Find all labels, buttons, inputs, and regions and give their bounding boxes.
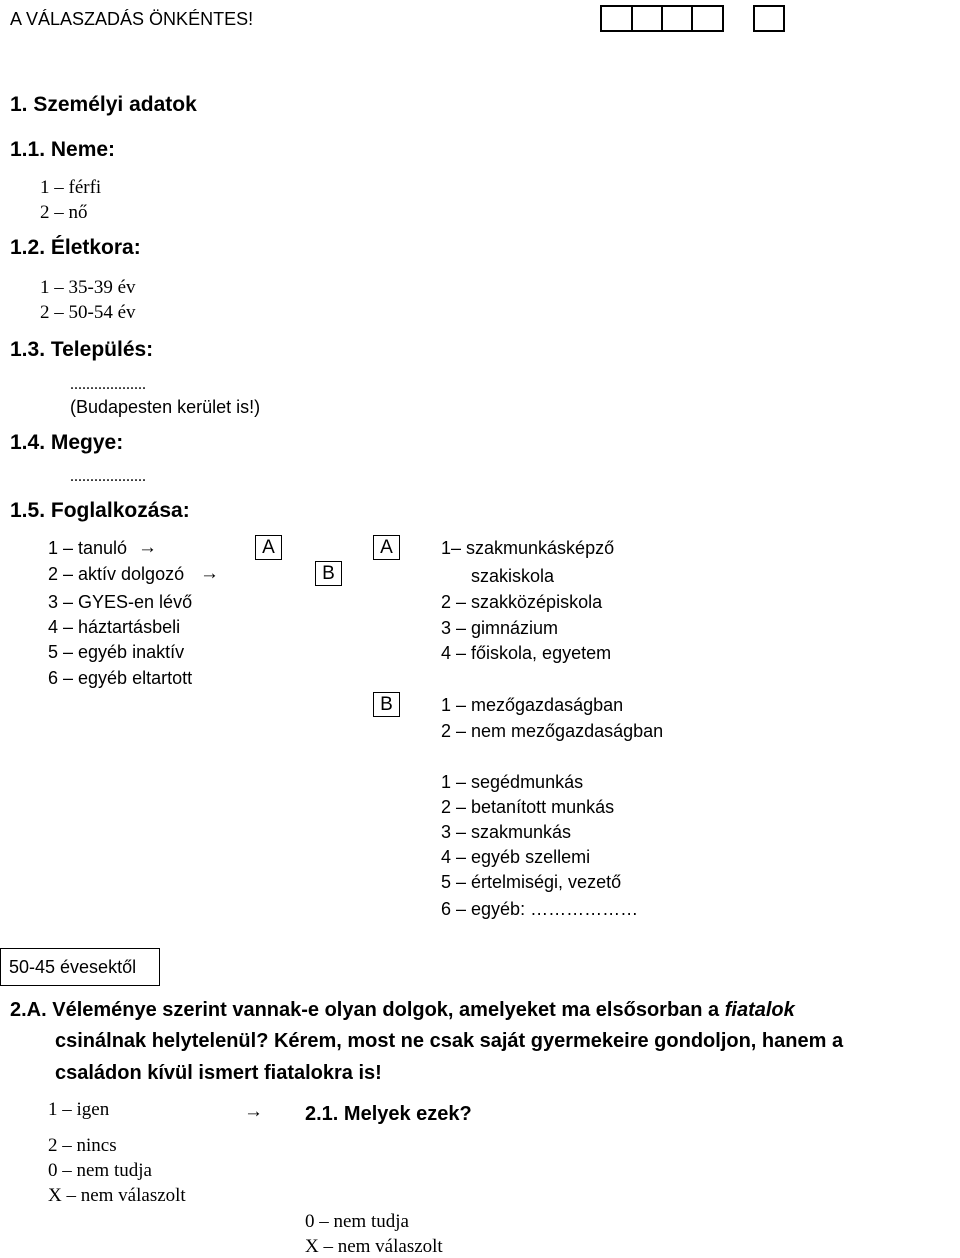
answer-option-3[interactable]: 0 – nem tudja [48, 1160, 152, 1181]
sector-option-2[interactable]: 2 – nem mezőgazdaságban [441, 721, 664, 741]
arrow-icon: → [200, 563, 219, 584]
respondent-id-boxes[interactable] [600, 5, 724, 32]
answer-option-2[interactable]: 2 – nincs [48, 1135, 117, 1156]
section1-title: 1. Személyi adatok [10, 93, 197, 116]
age-group-box [0, 948, 160, 986]
arrow-icon: → [138, 537, 157, 558]
occupation-option-4[interactable]: 4 – háztartásbeli [48, 617, 181, 637]
county-title: 1.4. Megye: [10, 431, 124, 454]
occupation-title: 1.5. Foglalkozása: [10, 499, 190, 522]
school-type-3[interactable]: 3 – gimnázium [441, 618, 559, 638]
school-type-1[interactable]: 1– szakmunkásképző [441, 538, 615, 558]
job-type-2[interactable]: 2 – betanított munkás [441, 797, 615, 817]
question-2a-line2: csinálnak helytelenül? Kérem, most ne csak saját gyermekeire gondoljon, hanem a [55, 1030, 844, 1052]
gender-option-2[interactable]: 2 – nő [40, 202, 88, 223]
voluntary-notice: A VÁLASZADÁS ÖNKÉNTES! [10, 9, 254, 29]
age-title: 1.2. Életkora: [10, 236, 141, 259]
age-option-1[interactable]: 1 – 35-39 év [40, 277, 136, 298]
sector-option-1[interactable]: 1 – mezőgazdaságban [441, 695, 624, 715]
county-field[interactable]: ................... [70, 468, 146, 485]
box-b-right: B [373, 692, 400, 717]
followup-title: 2.1. Melyek ezek? [305, 1103, 472, 1125]
question-2a-line1: 2.A. Véleménye szerint vannak-e olyan dolgok, amelyeket ma elsősorban a fiatalok [10, 999, 795, 1021]
job-type-5[interactable]: 5 – értelmiségi, vezető [441, 872, 622, 892]
job-type-4[interactable]: 4 – egyéb szellemi [441, 847, 591, 867]
question-2a-italic: fiatalok [724, 999, 795, 1021]
occupation-option-2[interactable]: 2 – aktív dolgozó [48, 564, 185, 584]
code-box[interactable] [753, 5, 785, 32]
age-group-label: 50-45 évesektől [9, 957, 137, 977]
box-a-left: A [255, 535, 282, 560]
school-type-1b: szakiskola [471, 566, 555, 586]
school-type-2[interactable]: 2 – szakközépiskola [441, 592, 603, 612]
answer-option-1[interactable]: 1 – igen [48, 1099, 110, 1120]
occupation-option-6[interactable]: 6 – egyéb eltartott [48, 668, 193, 688]
gender-option-1[interactable]: 1 – férfi [40, 177, 102, 198]
job-type-1[interactable]: 1 – segédmunkás [441, 772, 584, 792]
arrow-icon: → [244, 1101, 263, 1122]
age-option-2[interactable]: 2 – 50-54 év [40, 302, 136, 323]
settlement-note: (Budapesten kerület is!) [70, 397, 261, 417]
box-a-right: A [373, 535, 400, 560]
job-type-3[interactable]: 3 – szakmunkás [441, 822, 572, 842]
settlement-title: 1.3. Település: [10, 338, 154, 361]
box-b-middle: B [315, 561, 342, 586]
occupation-option-3[interactable]: 3 – GYES-en lévő [48, 592, 193, 612]
answer-option-4[interactable]: X – nem válaszolt [48, 1185, 186, 1206]
occupation-option-5[interactable]: 5 – egyéb inaktív [48, 642, 185, 662]
question-2a-line3: családon kívül ismert fiatalokra is! [55, 1062, 382, 1084]
settlement-field[interactable]: ................... [70, 376, 146, 393]
job-type-6[interactable]: 6 – egyéb: ……………… [441, 899, 639, 919]
school-type-4[interactable]: 4 – főiskola, egyetem [441, 643, 612, 663]
gender-title: 1.1. Neme: [10, 138, 116, 161]
occupation-option-1[interactable]: 1 – tanuló [48, 538, 128, 558]
followup-option-2[interactable]: X – nem válaszolt [305, 1236, 443, 1257]
followup-option-1[interactable]: 0 – nem tudja [305, 1211, 409, 1232]
